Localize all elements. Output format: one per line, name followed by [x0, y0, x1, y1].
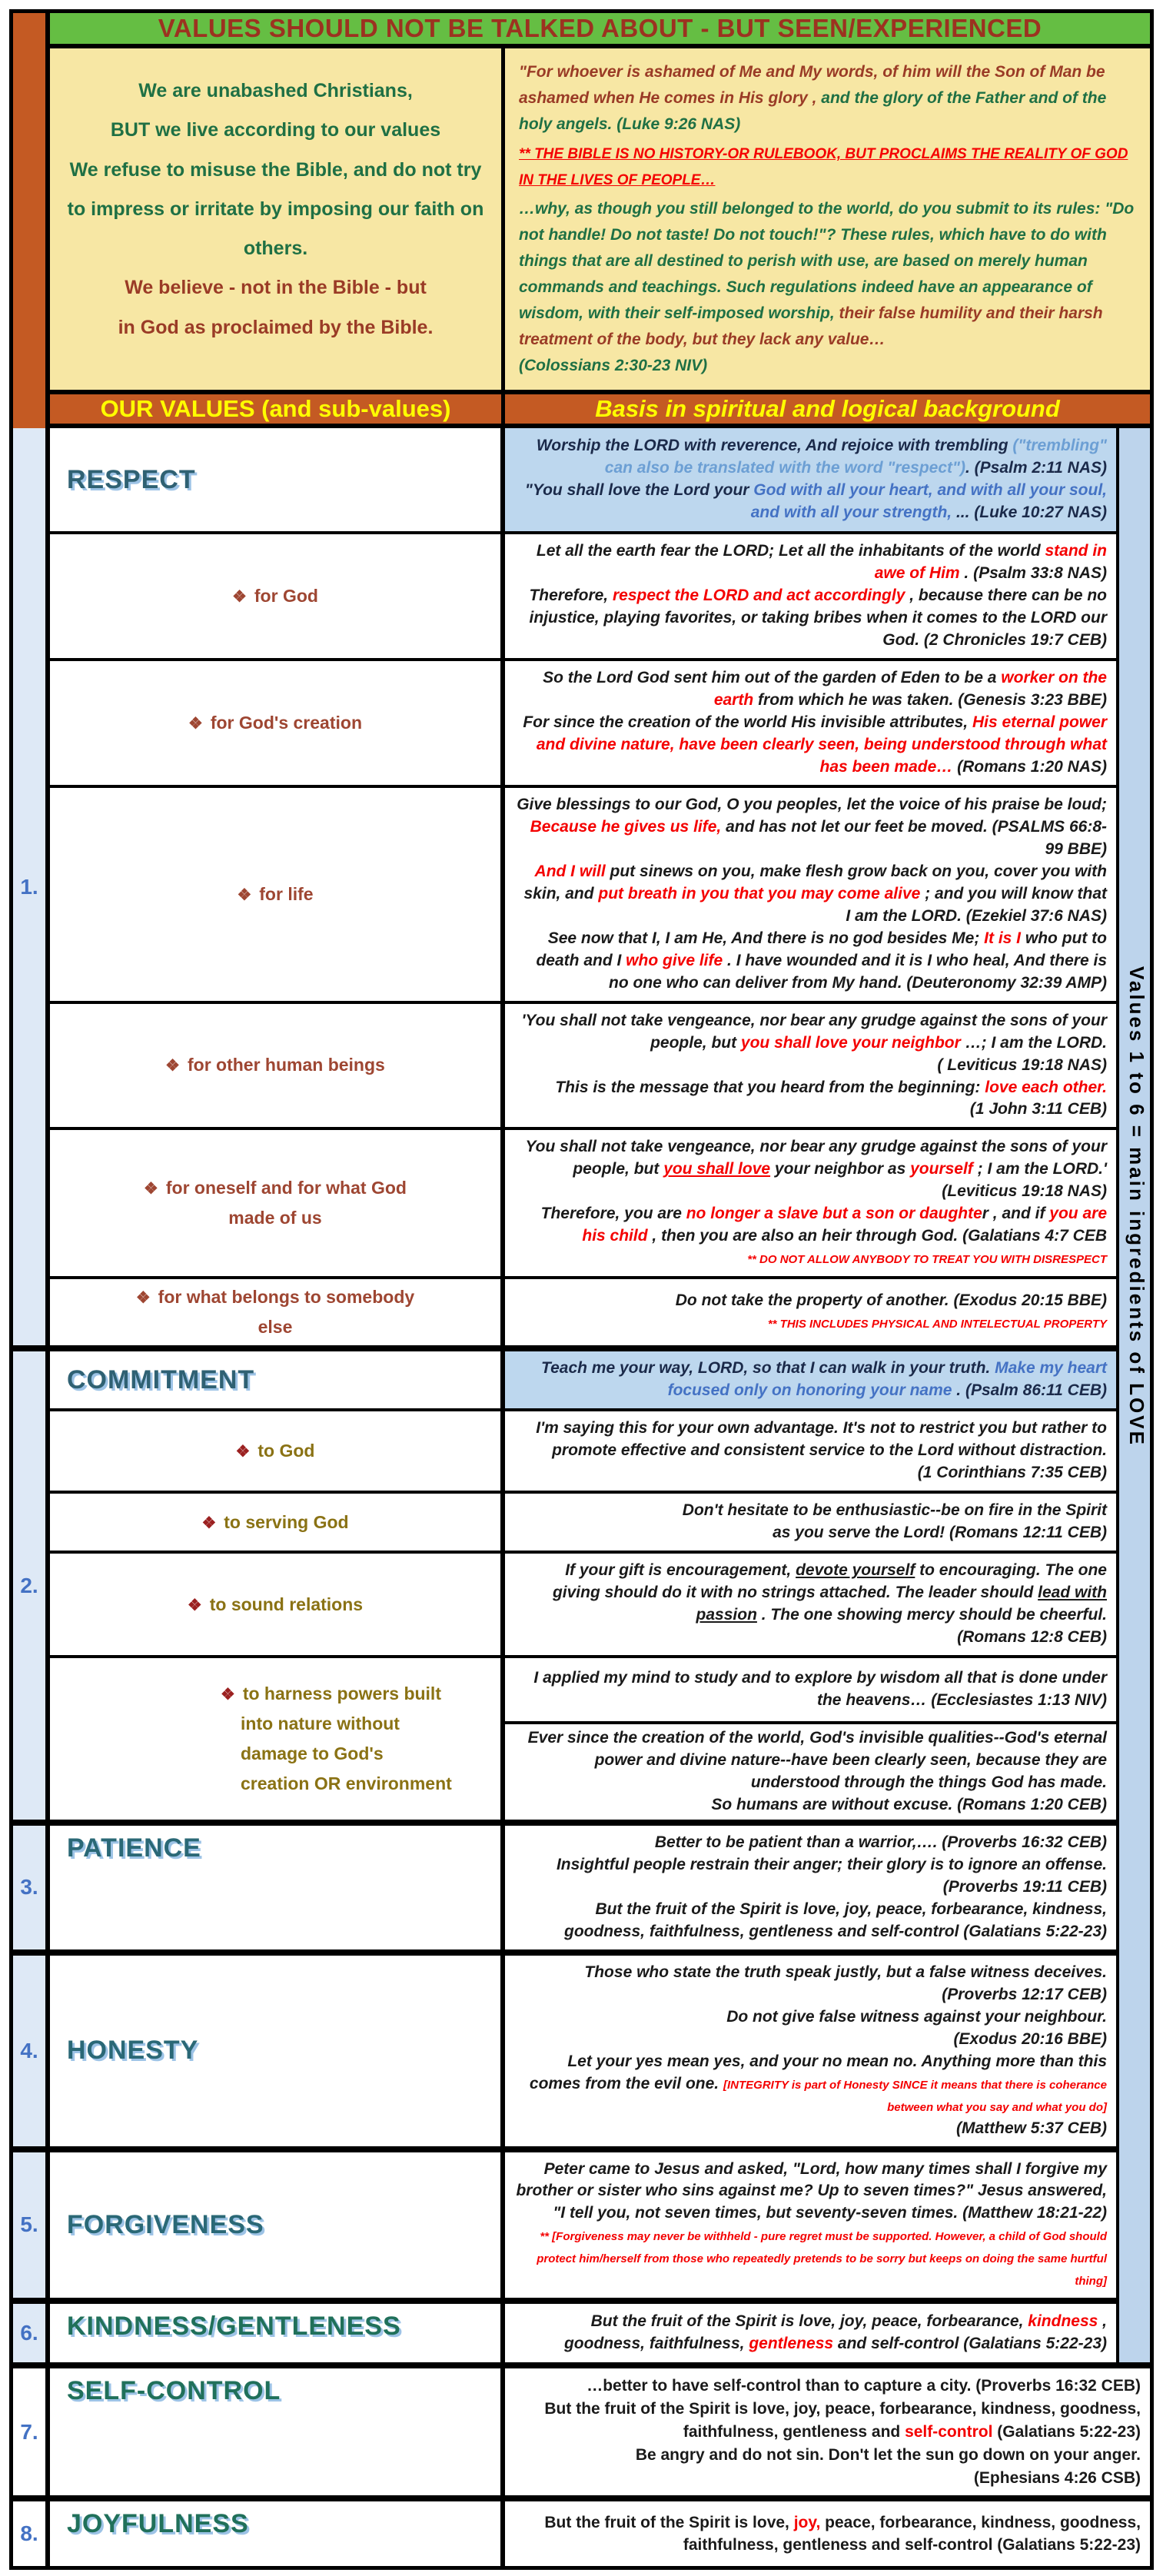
title-banner	[50, 13, 1150, 48]
text-segment: joy,	[793, 2513, 821, 2531]
basis-cell	[505, 534, 1116, 658]
basis-text	[516, 1358, 1107, 1402]
text-segment: Give blessings to our God, O you peoples, let the voice of his praise be loud;	[517, 795, 1107, 813]
value-title-cell	[50, 428, 505, 531]
text-segment: Ever since the creation of the world, God's invisible qualities--God's eternal power and divine nature--have been clearly seen, because they are understood through the things God has made.	[527, 1728, 1107, 1791]
text-segment: to encouraging. The one giving should do it with no strings attached. The leader should	[552, 1561, 1107, 1602]
text-segment: Do not give false witness against your neighbour.	[726, 2007, 1107, 2026]
subvalue-cell	[50, 1658, 505, 1820]
subvalue-cell	[50, 1004, 505, 1128]
subvalue-label: ❖ for other human beings	[165, 1055, 385, 1075]
value-row	[50, 2501, 1150, 2566]
group-body	[50, 428, 1116, 1345]
basis-text	[516, 1667, 1107, 1712]
subvalue-row	[50, 1127, 1116, 1276]
basis-text	[516, 1010, 1107, 1122]
row-number: 1.	[13, 428, 50, 1345]
text-segment: put sinews on you, make flesh grow back on you, cover you with skin, and	[523, 862, 1107, 902]
text-segment: (Colossians 2:30-23 NIV)	[519, 357, 708, 375]
text-segment: from which he was taken. (Genesis 3:23 BBE)	[753, 691, 1107, 709]
basis-text	[516, 1290, 1107, 1335]
column-header-basis: Basis in spiritual and logical background	[595, 395, 1060, 423]
text-segment: kindness	[1028, 2312, 1098, 2331]
text-segment: respect the LORD and act accordingly	[612, 587, 905, 605]
intro-quote-1	[519, 59, 1138, 138]
text-segment: Worship the LORD with reverence, And rejoice with trembling	[536, 437, 1013, 455]
page-title: VALUES SHOULD NOT BE TALKED ABOUT - BUT SEEN/EXPERIENCED	[158, 14, 1042, 42]
diamond-bullet-icon: ❖	[165, 1057, 180, 1075]
text-segment: , goodness, faithfulness,	[563, 2312, 1107, 2353]
text-segment: love each other.	[985, 1078, 1107, 1096]
basis-text	[516, 1418, 1107, 1484]
text-segment: stand in awe of Him	[874, 542, 1107, 583]
text-segment: But the fruit of the Spirit is love,	[544, 2513, 794, 2531]
text-segment: in God as proclaimed by the Bible.	[118, 316, 434, 338]
text-segment: For since the creation of the world His invisible attributes,	[523, 713, 972, 731]
text-segment: His eternal power and divine nature, have been clearly seen, being understood through what has been made…	[536, 713, 1107, 776]
text-segment: …better to have self-control than to capture a city. (Proverbs 16:32 CEB)	[586, 2377, 1141, 2395]
text-segment: self-control	[905, 2422, 993, 2441]
text-segment: ** [Forgiveness may never be withheld - pure regret must be supported. However, a child of God should protect him/herself from those who repeatedly pretends to be sorry but keeps on doing the same hurtful thing]	[537, 2230, 1107, 2288]
value-row	[50, 2368, 1150, 2495]
value-group-3	[13, 1820, 1116, 1949]
text-segment: their false humility and their harsh treatment of the body, but they lack any value…	[519, 304, 1103, 349]
text-segment: So humans are without excuse. (Romans 1:20 CEB)	[711, 1795, 1107, 1813]
group-body	[50, 2368, 1150, 2495]
text-segment: "For whoever is ashamed of Me and My words, of him will the Son of Man be ashamed when He comes in His glory ,	[519, 63, 1105, 108]
text-segment: who put to death and I	[536, 929, 1107, 969]
value-group-4	[13, 1949, 1116, 2146]
table-header-row	[50, 394, 1150, 428]
text-segment: who give life	[626, 951, 723, 969]
text-segment: . I have wounded and it is I who heal, And there is no one who can deliver from My hand. (Deuteronomy 32:39 AMP)	[609, 951, 1107, 992]
group-body	[50, 1351, 1116, 1819]
subvalue-row	[50, 1491, 1116, 1551]
diamond-bullet-icon: ❖	[237, 886, 252, 904]
text-segment: Those who state the truth speak justly, but a false witness deceives.	[584, 1963, 1107, 1981]
text-segment: Teach me your way, LORD, so that I can walk in your truth.	[541, 1359, 995, 1378]
values-1-6-section	[13, 428, 1150, 2368]
basis-cell	[505, 1721, 1116, 1820]
text-segment: Better to be patient than a warrior,…. (Proverbs 16:32 CEB)	[654, 1833, 1107, 1851]
row-number: 2.	[13, 1351, 50, 1819]
text-segment: Because he gives us life,	[530, 817, 722, 836]
text-segment: Don't hesitate to be enthusiastic--be on fire in the Spirit	[682, 1501, 1107, 1520]
text-segment: you shall love	[663, 1160, 771, 1178]
value-row	[50, 1956, 1116, 2146]
basis-cell	[505, 1826, 1116, 1949]
text-segment: (Romans 12:8 CEB)	[957, 1628, 1107, 1647]
basis-cell	[505, 428, 1116, 531]
text-segment: God with all your heart, and with all your soul, and with all your strength,	[750, 481, 1107, 522]
basis-cell	[505, 1351, 1116, 1408]
text-segment: and the glory of the Father and of the holy angels. (Luke 9:26 NAS)	[519, 89, 1107, 134]
text-segment: worker on the earth	[713, 669, 1107, 709]
text-segment: If your gift is encouragement,	[565, 1561, 796, 1580]
text-segment: . (Psalm 86:11 CEB)	[952, 1381, 1107, 1400]
value-title-cell	[50, 2304, 505, 2362]
text-segment: Make my heart focused only on honoring your name	[667, 1359, 1107, 1400]
value-title: HONESTY	[67, 2036, 199, 2066]
diamond-bullet-icon: ❖	[221, 1685, 235, 1703]
column-header-values: OUR VALUES (and sub-values)	[50, 394, 505, 424]
text-segment: (Galatians 5:22-23)	[992, 2422, 1141, 2441]
text-segment: This is the message that you heard from the beginning:	[555, 1078, 985, 1096]
value-title-cell	[50, 1956, 505, 2146]
text-segment: Do not take the property of another. (Exodus 20:15 BBE)	[675, 1291, 1107, 1310]
text-segment: and self-control (Galatians 5:22-23)	[833, 2335, 1107, 2353]
group-body	[50, 2304, 1116, 2362]
text-segment: …; I am the LORD.	[960, 1033, 1107, 1052]
text-segment: your neighbor as	[770, 1160, 911, 1178]
text-segment: peace, forbearance, kindness, goodness, faithfulness, gentleness and self-control (Galatians 5:22-23)	[683, 2513, 1141, 2554]
basis-cell	[505, 2152, 1116, 2298]
row-number: 8.	[13, 2501, 50, 2566]
value-group-5	[13, 2146, 1116, 2298]
text-segment: no longer a slave but a son or daughte	[686, 1205, 982, 1223]
text-segment: "You shall love the Lord your	[524, 481, 754, 500]
basis-text	[516, 1962, 1107, 2140]
basis-cell	[505, 788, 1116, 1001]
value-title-row	[50, 428, 1116, 531]
value-title-cell	[50, 2152, 505, 2298]
intro-block	[50, 48, 1150, 394]
text-segment: See now that I, I am He, And there is no god besides Me;	[547, 929, 985, 947]
text-segment: (Proverbs 12:17 CEB)	[942, 1985, 1107, 2003]
value-title: COMMITMENT	[67, 1364, 255, 1394]
subvalue-label: ❖ to God	[235, 1441, 315, 1461]
basis-text	[516, 2375, 1141, 2489]
text-segment: devote yourself	[796, 1561, 915, 1580]
text-segment: We believe - not in the Bible - but	[125, 277, 427, 299]
text-segment: Therefore,	[529, 587, 613, 605]
subvalue-cell	[50, 788, 505, 1001]
text-segment: We refuse to misuse the Bible, and do not try to impress or irritate by imposing our faith on others.	[67, 158, 484, 259]
basis-text	[516, 2511, 1141, 2558]
basis-cell	[505, 2501, 1150, 2566]
basis-text	[516, 2311, 1107, 2355]
subvalue-label: ❖ to harness powers built into nature without damage to God's creation OR environment	[221, 1683, 452, 1794]
subvalue-cell	[50, 1279, 505, 1345]
diamond-bullet-icon: ❖	[135, 1289, 151, 1308]
basis-text	[516, 667, 1107, 779]
text-segment: , because there can be no injustice, playing favorites, or taking bribes when it comes to the LORD our God. (2 Chronicles 19:7 CEB)	[529, 587, 1107, 650]
basis-cell	[505, 1554, 1116, 1655]
text-segment: BUT we live according to our values	[110, 119, 441, 141]
value-title: KINDNESS/GENTLENESS	[67, 2312, 401, 2342]
text-segment: I applied my mind to study and to explore by wisdom all that is done under the heavens… (Ecclesiastes 1:13 NIV)	[533, 1669, 1107, 1709]
text-segment: But the fruit of the Spirit is love, joy, peace, forbearance, kindness, goodness, faithfulness, gentleness and self-control (Galatians 5:22-23)	[564, 1900, 1107, 1940]
text-segment: Let all the earth fear the LORD; Let all the inhabitants of the world	[536, 542, 1045, 560]
text-segment: ; I am the LORD.'	[972, 1160, 1107, 1178]
basis-cell	[505, 2368, 1150, 2495]
value-row	[50, 2304, 1116, 2362]
text-segment: I'm saying this for your own advantage. It's not to restrict you but rather to promote effective and consistent service to the Lord without distraction.	[536, 1419, 1107, 1460]
diamond-bullet-icon: ❖	[201, 1514, 217, 1532]
row-number: 4.	[13, 1956, 50, 2146]
text-segment: And I will	[534, 862, 610, 880]
text-segment: and has not let our feet be moved. (PSALMS 66:8-99 BBE)	[721, 817, 1107, 858]
text-segment: ** THIS INCLUDES PHYSICAL AND INTELECTUAL PROPERTY	[767, 1318, 1107, 1331]
value-title: RESPECT	[67, 464, 196, 494]
values-7-8-section	[13, 2368, 1150, 2566]
text-segment: you are his child	[582, 1205, 1107, 1245]
subvalue-label: ❖ for God	[232, 586, 318, 607]
subvalue-label: ❖ for oneself and for what God made of us	[144, 1178, 407, 1228]
text-segment: . The one showing mercy should be cheerful.	[756, 1606, 1107, 1624]
text-segment: Let your yes mean yes, and your no mean no. Anything more than this comes from the evil one.	[529, 2052, 1107, 2092]
group-body	[50, 2152, 1116, 2298]
subvalue-cell	[50, 534, 505, 658]
text-segment: We are unabashed Christians,	[138, 80, 413, 101]
diamond-bullet-icon: ❖	[144, 1180, 158, 1198]
subvalue-row	[50, 658, 1116, 785]
text-segment: . (Psalm 33:8 NAS)	[959, 564, 1107, 583]
text-segment: Insightful people restrain their anger; their glory is to ignore an offense.	[556, 1855, 1107, 1873]
subvalue-label: ❖ to serving God	[201, 1511, 349, 1532]
text-segment: Peter came to Jesus and asked, "Lord, how many times shall I forgive my brother or sister who sins against me? Up to seven times?" Jesus answered, "I tell you, not seven times, but seventy-seven times. (Matthew 18:21-22)	[516, 2159, 1107, 2222]
basis-text	[516, 794, 1107, 995]
subvalue-row	[50, 1001, 1116, 1128]
text-segment: (1 John 3:11 CEB)	[969, 1100, 1107, 1118]
text-segment: (Matthew 5:37 CEB)	[955, 2119, 1107, 2137]
text-segment: put breath in you that you may come alive	[598, 884, 921, 902]
basis-text	[516, 435, 1107, 524]
value-title: JOYFULNESS	[67, 2509, 249, 2539]
document-frame	[9, 9, 1154, 2570]
row-number: 6.	[13, 2304, 50, 2362]
text-segment: r , and if	[982, 1205, 1050, 1223]
value-group-7	[13, 2368, 1150, 2495]
basis-text	[516, 1832, 1107, 1943]
subvalue-cell	[50, 661, 505, 785]
value-group-1	[13, 428, 1116, 1345]
row-number: 3.	[13, 1826, 50, 1949]
basis-text	[516, 1500, 1107, 1544]
text-segment: But the fruit of the Spirit is love, joy, peace, forbearance,	[590, 2312, 1028, 2331]
basis-text	[516, 1136, 1107, 1270]
text-segment: ** DO NOT ALLOW ANYBODY TO TREAT YOU WITH DISRESPECT	[747, 1253, 1107, 1267]
text-segment: . (Psalm 2:11 NAS)	[965, 459, 1107, 477]
text-segment: You shall not take vengeance, nor bear any grudge against the sons of your people, but	[525, 1138, 1107, 1178]
diamond-bullet-icon: ❖	[187, 1596, 202, 1614]
text-segment: gentleness	[749, 2335, 834, 2353]
value-row	[50, 1826, 1116, 1949]
text-segment: Be angry and do not sin. Don't let the sun go down on your anger.	[635, 2445, 1141, 2464]
subvalue-cell	[50, 1554, 505, 1655]
text-segment: (Romans 1:20 NAS)	[952, 757, 1107, 776]
subvalue-cell	[50, 1130, 505, 1276]
intro-scripture	[505, 48, 1150, 390]
subvalue-row	[50, 1551, 1116, 1655]
basis-cell	[505, 1658, 1116, 1721]
text-segment: It is I	[984, 929, 1022, 947]
text-segment: ("trembling" can also be translated with the word "respect")	[604, 437, 1107, 477]
side-note-values-1-6: Values 1 to 6 = main ingredients of LOVE	[1125, 966, 1148, 1448]
subvalue-row	[50, 1276, 1116, 1345]
subvalue-row	[50, 1655, 1116, 1820]
intro-statement	[50, 48, 505, 390]
basis-cell	[505, 1004, 1116, 1128]
value-title-cell	[50, 2368, 505, 2495]
value-group-6	[13, 2298, 1116, 2362]
text-segment: [INTEGRITY is part of Honesty SINCE it means that there is coherance between what you say and what you do]	[723, 2078, 1107, 2114]
text-segment: you shall love your neighbor	[740, 1033, 961, 1052]
text-segment: as you serve the Lord! (Romans 12:11 CEB)	[773, 1524, 1107, 1542]
value-group-2	[13, 1345, 1116, 1819]
row-number: 5.	[13, 2152, 50, 2298]
value-title: PATIENCE	[67, 1833, 201, 1863]
diamond-bullet-icon: ❖	[232, 588, 247, 607]
value-row	[50, 2152, 1116, 2298]
subvalue-label: ❖ to sound relations	[187, 1594, 364, 1614]
value-title-row	[50, 1351, 1116, 1408]
value-title-cell	[50, 2501, 505, 2566]
subvalue-row	[50, 1408, 1116, 1491]
value-title: SELF-CONTROL	[67, 2376, 281, 2406]
basis-text	[516, 1727, 1107, 1816]
left-orange-strip	[13, 13, 50, 428]
text-segment: ( Leviticus 19:18 NAS)	[937, 1055, 1107, 1074]
text-segment: ** THE BIBLE IS NO HISTORY-OR RULEBOOK, BUT PROCLAIMS THE REALITY OF GOD IN THE LIVES OF PEOPLE…	[519, 146, 1128, 189]
basis-cell	[505, 2304, 1116, 2362]
text-segment: yourself	[910, 1160, 973, 1178]
basis-cell	[505, 1494, 1116, 1551]
basis-text	[516, 540, 1107, 652]
subvalue-cell	[50, 1494, 505, 1551]
text-segment: lead with passion	[696, 1584, 1107, 1624]
subvalue-label: ❖ for what belongs to somebody else	[135, 1287, 415, 1338]
basis-cell	[505, 1130, 1116, 1276]
subvalue-label: ❖ for life	[237, 883, 314, 904]
basis-text	[516, 1560, 1107, 1649]
top-section	[13, 13, 1150, 428]
diamond-bullet-icon: ❖	[188, 714, 203, 733]
basis-stack	[505, 1658, 1116, 1820]
side-band	[1116, 428, 1150, 2362]
text-segment: (Ephesians 4:26 CSB)	[973, 2468, 1141, 2487]
basis-cell	[505, 1411, 1116, 1491]
value-title: FORGIVENESS	[67, 2209, 264, 2239]
text-segment: But the fruit of the Spirit is love, joy, peace, forbearance, kindness, goodness, faithfulness, gentleness and	[544, 2400, 1141, 2441]
value-title-cell	[50, 1826, 505, 1949]
intro-note	[519, 141, 1138, 193]
basis-cell	[505, 1956, 1116, 2146]
text-segment: (Exodus 20:16 BBE)	[953, 2029, 1107, 2048]
group-body	[50, 2501, 1150, 2566]
text-segment: (Proverbs 19:11 CEB)	[942, 1877, 1107, 1896]
basis-cell	[505, 661, 1116, 785]
subvalue-row	[50, 785, 1116, 1001]
text-segment: ... (Luke 10:27 NAS)	[952, 504, 1107, 522]
intro-quote-2	[519, 196, 1138, 379]
value-title-cell	[50, 1351, 505, 1408]
row-number: 7.	[13, 2368, 50, 2495]
text-segment: So the Lord God sent him out of the garden of Eden to be a	[543, 669, 1002, 687]
diamond-bullet-icon: ❖	[235, 1443, 251, 1461]
subvalue-cell	[50, 1411, 505, 1491]
basis-cell	[505, 1279, 1116, 1345]
subvalue-row	[50, 531, 1116, 658]
text-segment: ; and you will know that I am the LORD. (Ezekiel 37:6 NAS)	[846, 884, 1107, 925]
group-body	[50, 1826, 1116, 1949]
text-segment: (1 Corinthians 7:35 CEB)	[917, 1464, 1107, 1482]
value-group-8	[13, 2495, 1150, 2566]
text-segment: , then you are also an heir through God. (Galatians 4:7 CEB	[647, 1227, 1107, 1245]
text-segment: (Leviticus 19:18 NAS)	[942, 1182, 1107, 1201]
text-segment: Therefore, you are	[540, 1205, 686, 1223]
subvalue-label: ❖ for God's creation	[188, 712, 362, 733]
basis-text	[516, 2159, 1107, 2292]
group-body	[50, 1956, 1116, 2146]
text-segment: 'You shall not take vengeance, nor bear any grudge against the sons of your people, but	[521, 1011, 1107, 1052]
text-segment: …why, as though you still belonged to the world, do you submit to its rules: "Do not handle! Do not taste! Do not touch!"? These rules, which have to do with things that are all destined to perish with use, are based on merely human commands and teachings. Such regulations indeed have an appearance of wisdom, with their self-imposed worship,	[519, 200, 1135, 323]
